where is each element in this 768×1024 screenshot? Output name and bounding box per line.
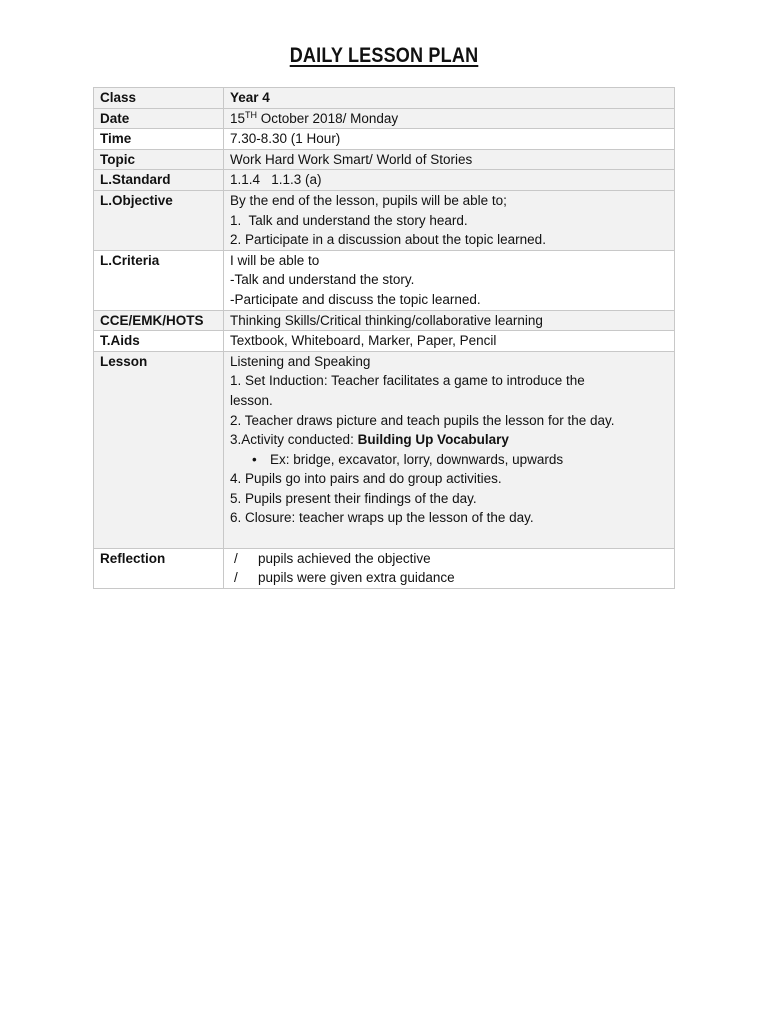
- row-label: Date: [94, 108, 224, 129]
- date-value: [224, 108, 675, 129]
- row-topic: [94, 149, 675, 170]
- activity-title: Building Up Vocabulary: [357, 432, 509, 448]
- lesson-line: 1. Set Induction: Teacher facilitates a game to introduce the: [230, 373, 585, 389]
- objective-line: By the end of the lesson, pupils will be able to;: [230, 192, 507, 208]
- row-label: CCE/EMK/HOTS: [94, 310, 224, 331]
- row-label: L.Standard: [94, 170, 224, 191]
- lesson-line: 4. Pupils go into pairs and do group activities.: [230, 471, 502, 487]
- class-value: Year 4: [224, 88, 675, 109]
- cce-value: Thinking Skills/Critical thinking/collaborative learning: [224, 310, 675, 331]
- objective-line: 1. Talk and understand the story heard.: [230, 212, 468, 228]
- reflection-item: [230, 549, 668, 569]
- row-label: L.Objective: [94, 190, 224, 250]
- blank-line: [230, 528, 668, 548]
- check-mark: /: [234, 550, 238, 566]
- date-day: 15: [230, 110, 246, 126]
- activity-prefix: 3.Activity conducted:: [230, 432, 358, 448]
- row-objective: [94, 190, 675, 250]
- check-mark: /: [234, 570, 238, 586]
- lesson-value: [224, 351, 675, 548]
- lesson-bullet: [230, 450, 668, 470]
- date-rest: October 2018/ Monday: [257, 110, 399, 126]
- aids-value: Textbook, Whiteboard, Marker, Paper, Pencil: [224, 331, 675, 352]
- standard-value: 1.1.4 1.1.3 (a): [224, 170, 675, 191]
- objective-value: [224, 190, 675, 250]
- criteria-value: [224, 250, 675, 310]
- date-suffix: TH: [245, 109, 258, 120]
- lesson-line: [230, 430, 668, 450]
- lesson-line: 2. Teacher draws picture and teach pupils the lesson for the day.: [230, 412, 615, 428]
- row-label: Lesson: [94, 351, 224, 548]
- row-label: L.Criteria: [94, 250, 224, 310]
- row-standard: [94, 170, 675, 191]
- lesson-plan-table: [93, 87, 675, 589]
- bullet-icon: •: [252, 451, 257, 467]
- row-label: Topic: [94, 149, 224, 170]
- row-label: T.Aids: [94, 331, 224, 352]
- reflection-text: pupils were given extra guidance: [258, 570, 455, 586]
- criteria-line: -Participate and discuss the topic learned.: [230, 291, 481, 307]
- criteria-line: -Talk and understand the story.: [230, 272, 415, 288]
- row-reflection: [94, 548, 675, 588]
- reflection-item: [230, 568, 668, 588]
- criteria-line: I will be able to: [230, 252, 320, 268]
- row-cce: [94, 310, 675, 331]
- objective-line: 2. Participate in a discussion about the topic learned.: [230, 232, 546, 248]
- row-time: [94, 129, 675, 150]
- row-label: Reflection: [94, 548, 224, 588]
- reflection-value: [224, 548, 675, 588]
- reflection-text: pupils achieved the objective: [258, 550, 431, 566]
- row-criteria: [94, 250, 675, 310]
- row-date: [94, 108, 675, 129]
- lesson-line: 5. Pupils present their findings of the day.: [230, 490, 477, 506]
- lesson-line: Listening and Speaking: [230, 353, 371, 369]
- time-value: 7.30-8.30 (1 Hour): [224, 129, 675, 150]
- topic-value: Work Hard Work Smart/ World of Stories: [224, 149, 675, 170]
- bullet-text: Ex: bridge, excavator, lorry, downwards, upwards: [270, 451, 564, 467]
- row-class: [94, 88, 675, 109]
- lesson-line: 6. Closure: teacher wraps up the lesson of the day.: [230, 510, 534, 526]
- row-label: Class: [94, 88, 224, 109]
- row-aids: [94, 331, 675, 352]
- lesson-line: lesson.: [230, 392, 273, 408]
- row-label: Time: [94, 129, 224, 150]
- row-lesson: [94, 351, 675, 548]
- document-title: DAILY LESSON PLAN: [289, 44, 479, 67]
